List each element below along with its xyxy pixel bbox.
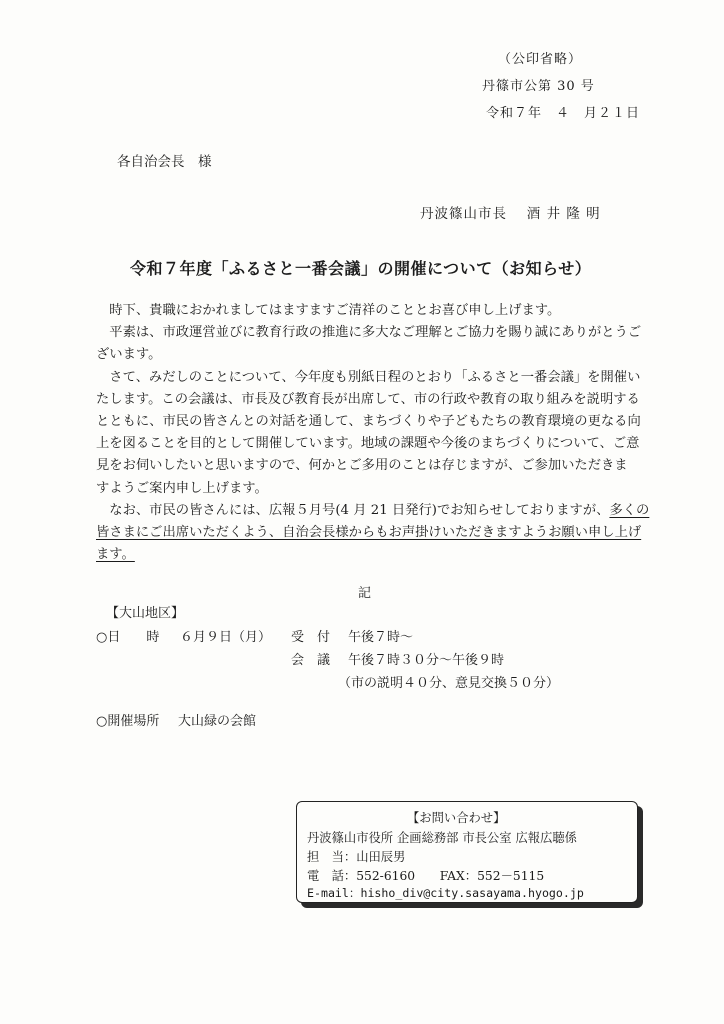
contact-box [296, 801, 638, 903]
body-line: 平素は、市政運営並びに教育行政の推進に多大なご理解とご協力を賜り誠にありがとうご [96, 325, 642, 341]
body-line: すようご案内申し上げます。 [96, 480, 268, 496]
contact-title: 【お問い合わせ】 [407, 811, 506, 825]
meeting-note: （市の説明４０分、意見交換５０分） [338, 676, 560, 691]
contact-department: 丹波篠山市役所 企画総務部 市長公室 広報広聴係 [307, 831, 577, 845]
body-line: とともに、市民の皆さんとの対話を通して、まちづくりや子どもたちの教育環境の更なる向 [96, 414, 641, 430]
document-number: 丹篠市公第 30 号 [482, 79, 595, 94]
body-line: 見をお伺いしたいと思いますので、何かとご多用のことは存じますが、ご参加いただきま [96, 458, 628, 474]
closing-line-3: ます。 [96, 547, 135, 563]
reception-value: 午後７時～ [348, 630, 414, 645]
contact-email: E-mail：hisho_div@city.sasayama.hyogo.jp [307, 886, 584, 900]
contact-phone: 電 話：552-6160 FAX：552－5115 [307, 869, 545, 883]
body-text [96, 300, 656, 566]
body-line: 時下、貴職におかれましてはますますご清祥のこととお喜び申し上げます。 [96, 303, 561, 318]
closing-line-2: 皆さまにご出席いただくよう、自治会長様からもお声掛けいただきますようお願い申し上げ [96, 525, 642, 541]
meeting-value: 午後７時３０分～午後９時 [348, 653, 505, 668]
body-line: さて、みだしのことについて、今年度も別紙日程のとおり「ふるさと一番会議」を開催い [96, 369, 641, 385]
area-heading: 【大山地区】 [106, 606, 185, 621]
venue-value: 大山緑の会館 [178, 714, 257, 729]
sender: 丹波篠山市長 酒 井 隆 明 [420, 206, 601, 222]
body-line: たします。この会議は、市長及び教育長が出席して、市の行政や教育の取り組みを説明する [96, 391, 640, 407]
body-line: 上を図ることを目的として開催しています。地域の課題や今後のまちづくりについて、ご意 [96, 436, 640, 452]
ki-heading: 記 [358, 586, 372, 601]
seal-omitted-note: （公印省略） [498, 52, 583, 67]
addressee: 各自治会長 様 [117, 154, 212, 170]
reception-label: 受 付 [291, 630, 331, 645]
date-label: ○日 時 [96, 630, 160, 645]
underlined-request: 多くの [609, 502, 650, 518]
document-title: 令和７年度「ふるさと一番会議」の開催について（お知らせ） [130, 259, 592, 278]
document-date: 令和７年 ４ 月２１日 [486, 106, 641, 121]
body-line: ざいます。 [96, 347, 162, 363]
closing-text: なお、市民の皆さんには、広報５月号(4 月 21 日発行)でお知らせしておりますが、 [96, 502, 610, 518]
date-value: ６月９日（月） [180, 630, 272, 645]
venue-label: ○開催場所 [96, 714, 160, 729]
closing-line-1 [96, 500, 656, 522]
meeting-label: 会 議 [291, 653, 331, 668]
contact-person: 担 当：山田辰男 [307, 850, 406, 864]
